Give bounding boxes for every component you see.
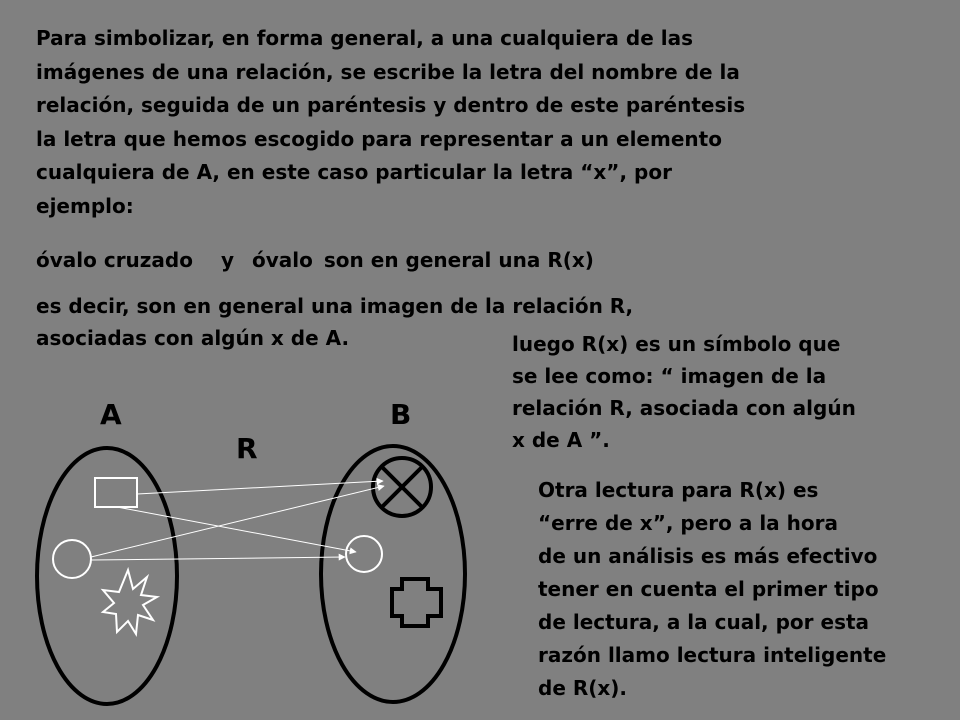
circle-element-a <box>53 540 91 578</box>
otra-lectura-line: de un análisis es más efectivo <box>538 544 878 568</box>
rectangle-element <box>95 478 137 507</box>
arrow-circle-to-crossed-circle <box>91 486 384 557</box>
arrow-rect-to-crossed-circle <box>137 481 383 494</box>
es-decir-line: es decir, son en general una imagen de la relación R, <box>36 294 634 318</box>
arrow-circle-to-circle <box>91 557 345 560</box>
luego-line: x de A ”. <box>512 428 610 452</box>
set-a-label: A <box>100 398 122 431</box>
set-b-oval <box>321 446 465 702</box>
cross-shape-element <box>392 579 441 626</box>
otra-lectura-line: de R(x). <box>538 676 628 700</box>
ovals-statement-part4: son en general una R(x) <box>323 248 594 272</box>
luego-line: relación R, asociada con algún <box>512 396 856 420</box>
relation-label: R <box>236 432 258 465</box>
set-a-oval <box>37 448 177 704</box>
intro-line: imágenes de una relación, se escribe la letra del nombre de la <box>36 59 740 84</box>
ovals-statement-part2: y <box>220 248 235 272</box>
luego-line: luego R(x) es un símbolo que <box>512 332 841 356</box>
intro-line: la letra que hemos escogido para representar a un elemento <box>36 126 722 151</box>
luego-line: se lee como: “ imagen de la <box>512 364 827 388</box>
otra-lectura-line: razón llamo lectura inteligente <box>538 643 887 667</box>
intro-line: ejemplo: <box>36 193 134 218</box>
ovals-statement-part3: óvalo <box>252 248 313 272</box>
arrow-rect-to-circle <box>117 507 356 552</box>
starburst-element <box>103 570 157 634</box>
circle-element-b <box>346 536 382 572</box>
intro-line: relación, seguida de un paréntesis y dentro de este paréntesis <box>36 93 746 117</box>
set-b-label: B <box>390 398 412 431</box>
intro-line: Para simbolizar, en forma general, a una cualquiera de las <box>36 26 693 50</box>
otra-lectura-line: Otra lectura para R(x) es <box>538 478 819 502</box>
intro-line: cualquiera de A, en este caso particular la letra “x”, por <box>36 160 672 184</box>
otra-lectura-line: de lectura, a la cual, por esta <box>538 610 870 634</box>
ovals-statement-part1: óvalo cruzado <box>36 248 193 272</box>
otra-lectura-line: tener en cuenta el primer tipo <box>538 577 879 601</box>
es-decir-line: asociadas con algún x de A. <box>36 326 350 350</box>
otra-lectura-line: “erre de x”, pero a la hora <box>538 511 838 535</box>
